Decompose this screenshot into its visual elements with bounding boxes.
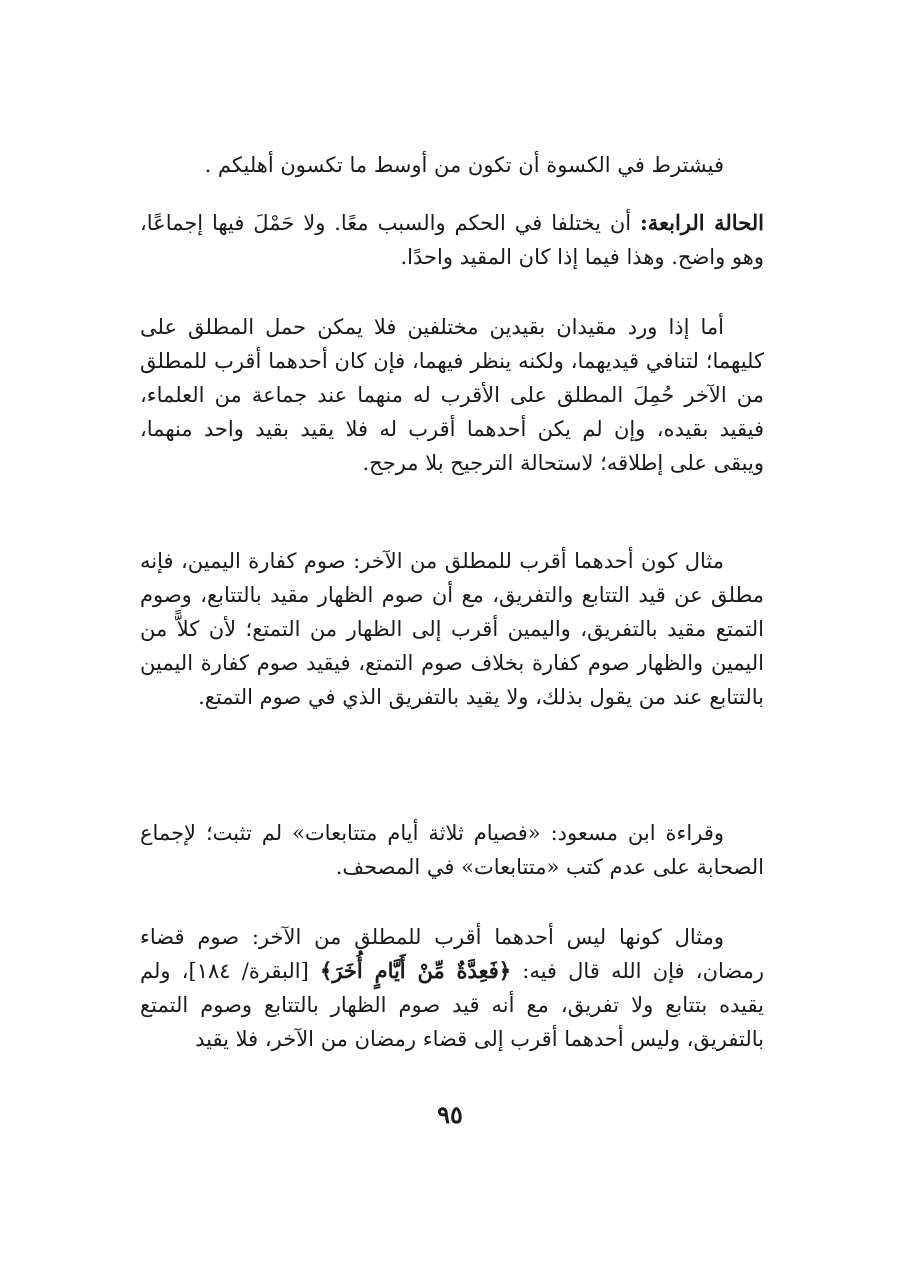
paragraph-closer-example <box>140 544 764 714</box>
paragraph-text: وقراءة ابن مسعود: «فصيام ثلاثة أيام متتابعات» لم تثبت؛ لإجماع الصحابة على عدم كتب «متتابعات» في المصحف. <box>140 821 764 879</box>
paragraph-kiswa <box>140 148 764 182</box>
paragraph-text: ومثال كونها ليس أحدهما أقرب للمطلق من الآخر: صوم قضاء رمضان، فإن الله قال فيه: <box>140 925 764 983</box>
paragraph-text: مثال كون أحدهما أقرب للمطلق من الآخر: صوم كفارة اليمين، فإنه مطلق عن قيد التتابع والتفريق، مع أن صوم الظهار مقيد بالتتابع، وصوم التمتع مقيد بالتفريق، واليمين أقرب إلى الظهار من التمتع؛ لأن كلاًّ من اليمين والظهار صوم كفارة بخلاف صوم التمتع، فيقيد صوم كفارة اليمين بالتتابع عند من يقول بذلك، ولا يقيد بالتفريق الذي في صوم التمتع. <box>140 549 764 709</box>
section-heading: الحالة الرابعة: <box>639 210 764 235</box>
verse-citation: [البقرة/ ١٨٤] <box>188 959 321 983</box>
quran-verse: ﴿فَعِدَّةٌ مِّنْ أَيَّامٍ أُخَرَ﴾ <box>320 958 512 983</box>
page-number: ٩٥ <box>437 1100 463 1129</box>
paragraph-text: فيشترط في الكسوة أن تكون من أوسط ما تكسون أهليكم . <box>204 153 724 177</box>
paragraph-ibn-masud <box>140 816 764 884</box>
paragraph-two-restrictions <box>140 310 764 480</box>
paragraph-not-closer-example <box>140 920 764 1056</box>
paragraph-text: أن يختلفا في الحكم والسبب معًا. ولا حَمْلَ فيها إجماعًا، وهو واضح. وهذا فيما إذا كان المقيد واحدًا. <box>140 211 764 269</box>
paragraph-fourth-case <box>140 206 764 274</box>
paragraph-text-continued: ، ولم يقيده بتتابع ولا تفريق، مع أنه قيد صوم الظهار بالتتابع وصوم التمتع بالتفريق، وليس أحدهما أقرب إلى قضاء رمضان من الآخر، فلا يقيد <box>140 959 764 1051</box>
paragraph-text: أما إذا ورد مقيدان بقيدين مختلفين فلا يمكن حمل المطلق على كليهما؛ لتنافي قيديهما، ولكنه ينظر فيهما، فإن كان أحدهما أقرب للمطلق من الآخر حُمِلَ المطلق على الأقرب له منهما عند جماعة من العلماء، فيقيد بقيده، وإن لم يكن أحدهما أقرب له فلا يقيد بقيد واحد منهما، ويبقى على إطلاقه؛ لاستحالة الترجيح بلا مرجح. <box>140 315 764 475</box>
